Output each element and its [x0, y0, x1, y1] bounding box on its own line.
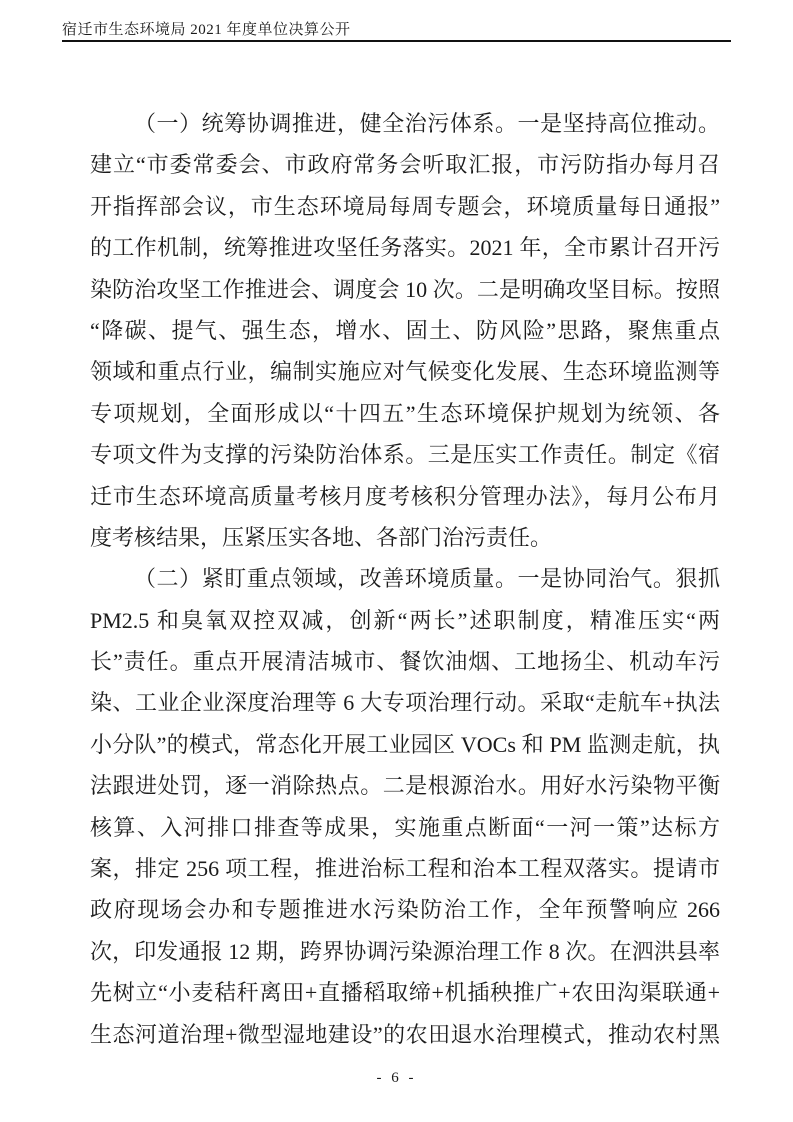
text-line: 领域和重点行业，编制实施应对气候变化发展、生态环境监测等 [90, 359, 720, 385]
document-body [90, 103, 720, 1055]
text-line: （一）统筹协调推进，健全治污体系。一是坚持高位推动。 [134, 111, 720, 136]
text-line: 次，印发通报 12 期，跨界协调污染源治理工作 8 次。在泗洪县率 [90, 938, 720, 964]
page-number: - 6 - [376, 1070, 417, 1086]
text-line: 专项文件为支撑的污染防治体系。三是压实工作责任。制定《宿 [90, 442, 720, 468]
text-line: 案，排定 256 项工程，推进治标工程和治本工程双落实。提请市 [90, 856, 720, 882]
text-line: 染、工业企业深度治理等 6 大专项治理行动。采取“走航车+执法 [90, 690, 720, 716]
text-line: 染防治攻坚工作推进会、调度会 10 次。二是明确攻坚目标。按照 [90, 276, 720, 302]
text-line: 的工作机制，统筹推进攻坚任务落实。2021 年，全市累计召开污 [90, 235, 720, 261]
text-line: 核算、入河排口排查等成果，实施重点断面“一河一策”达标方 [90, 814, 720, 840]
text-line: （二）紧盯重点领域，改善环境质量。一是协同治气。狠抓 [134, 566, 720, 592]
text-line: 度考核结果，压紧压实各地、各部门治污责任。 [90, 524, 553, 550]
text-line: 生态河道治理+微型湿地建设”的农田退水治理模式，推动农村黑 [90, 1021, 720, 1047]
text-line: 长”责任。重点开展清洁城市、餐饮油烟、工地扬尘、机动车污 [90, 649, 720, 675]
header-divider-line [62, 40, 731, 42]
text-line: 开指挥部会议，市生态环境局每周专题会，环境质量每日通报” [90, 193, 720, 219]
text-line: 法跟进处罚，逐一消除热点。二是根源治水。用好水污染物平衡 [90, 773, 720, 799]
text-line: “降碳、提气、强生态，增水、固土、防风险”思路，聚焦重点 [90, 317, 720, 343]
text-line: 专项规划，全面形成以“十四五”生态环境保护规划为统领、各 [90, 400, 720, 426]
document-header-title: 宿迁市生态环境局 2021 年度单位决算公开 [62, 22, 351, 38]
text-line: PM2.5 和臭氧双控双减，创新“两长”述职制度，精准压实“两 [90, 607, 720, 633]
text-line: 建立“市委常委会、市政府常务会听取汇报，市污防指办每月召 [90, 152, 720, 178]
text-line: 先树立“小麦秸秆离田+直播稻取缔+机插秧推广+农田沟渠联通+ [90, 980, 720, 1006]
text-line: 政府现场会办和专题推进水污染防治工作，全年预警响应 266 [90, 897, 720, 923]
text-line: 迁市生态环境高质量考核月度考核积分管理办法》，每月公布月 [90, 483, 720, 509]
text-line: 小分队”的模式，常态化开展工业园区 VOCs 和 PM 监测走航，执 [90, 731, 720, 757]
